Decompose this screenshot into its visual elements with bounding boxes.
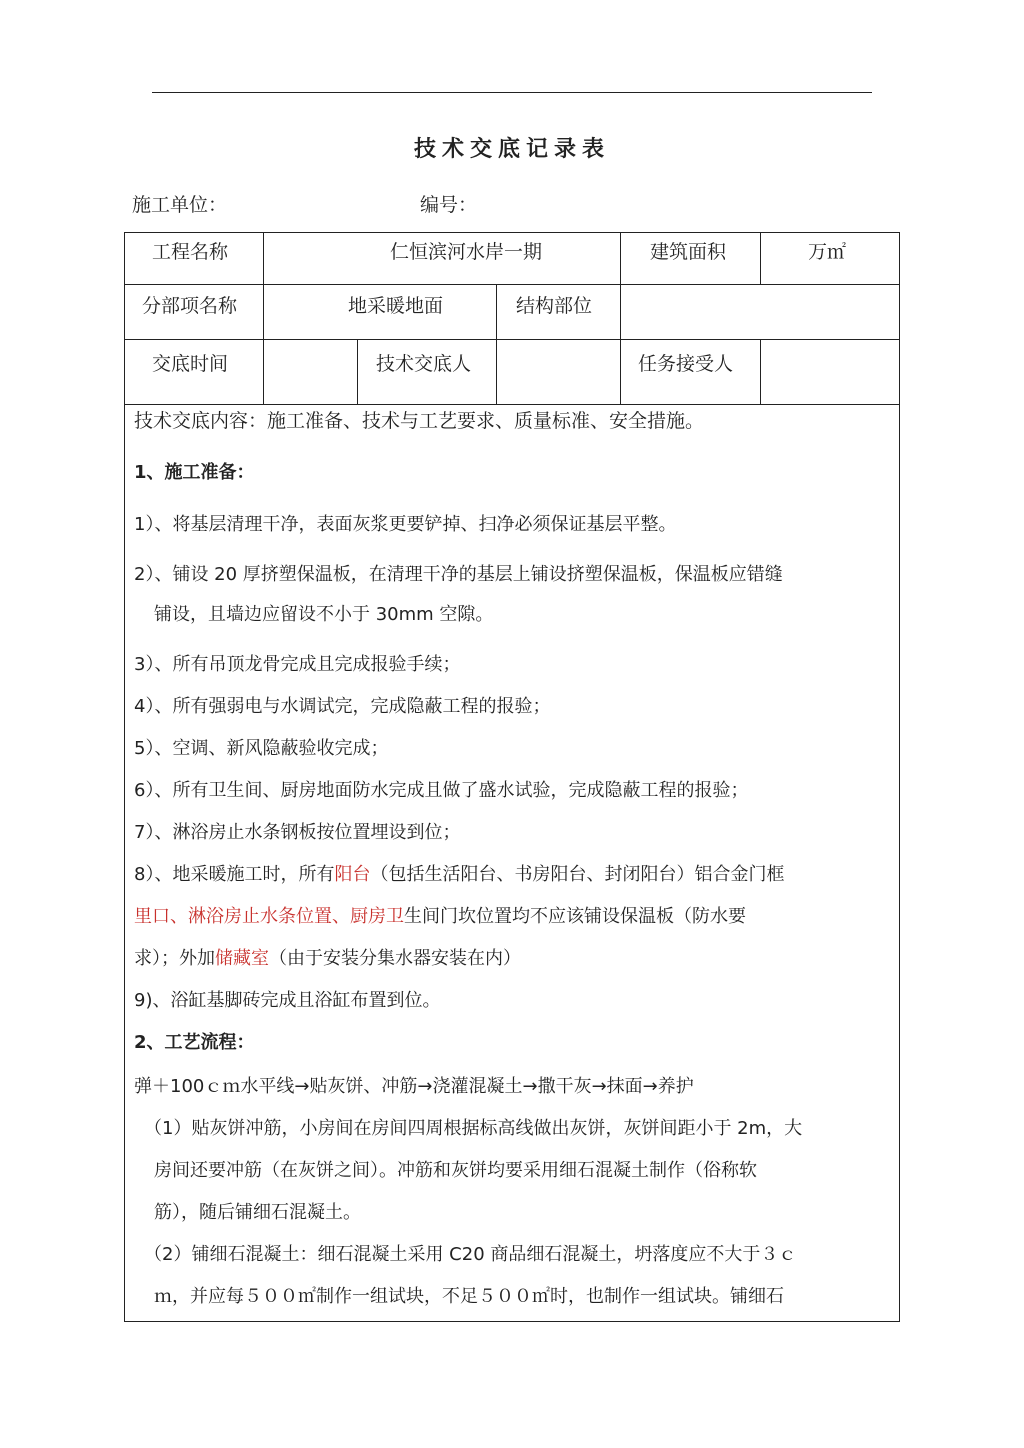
step-1-line-2: 房间还要冲筋（在灰饼之间）。冲筋和灰饼均要采用细石混凝土制作（俗称软 (154, 1160, 757, 1181)
column-divider (620, 284, 621, 339)
step-2-line-1: （2）铺细石混凝土：细石混凝土采用 C20 商品细石混凝土，坍落度应不大于３ｃ (144, 1244, 797, 1265)
prep-item-1: 1）、将基层清理干净，表面灰浆更要铲掉、扫净必须保证基层平整。 (134, 514, 677, 535)
column-divider (620, 339, 621, 404)
prep-item-8-text: 求）；外加 (134, 948, 215, 969)
column-divider (760, 232, 761, 284)
content-intro: 技术交底内容：施工准备、技术与工艺要求、质量标准、安全措施。 (134, 410, 705, 432)
step-1-line-3: 筋），随后铺细石混凝土。 (154, 1202, 361, 1223)
construction-unit-label: 施工单位： (132, 194, 228, 216)
task-receiver-label: 任务接受人 (638, 353, 734, 375)
prep-item-8-text: （由于安装分集水器安装在内） (269, 948, 521, 969)
handover-time-label: 交底时间 (152, 353, 229, 375)
building-area-unit: 万㎡ (808, 241, 847, 263)
step-2-line-2: ｍ，并应每５００㎡制作一组试块，不足５００㎡时，也制作一组试块。铺细石 (154, 1286, 784, 1307)
row-divider (124, 339, 900, 340)
prep-item-2-line-2: 铺设，且墙边应留设不小于 30mm 空隙。 (154, 604, 494, 625)
row-divider (124, 284, 900, 285)
column-divider (357, 339, 358, 404)
prep-item-8-highlight: 阳台 (334, 864, 371, 885)
project-name-label: 工程名称 (152, 241, 229, 263)
row-divider (124, 404, 900, 405)
subitem-name-value: 地采暖地面 (348, 295, 444, 317)
prep-item-8-line-3 (134, 944, 521, 970)
process-flow: 弹＋100ｃｍ水平线→贴灰饼、冲筋→浇灌混凝土→撒干灰→抹面→养护 (134, 1076, 694, 1097)
column-divider (620, 232, 621, 284)
prep-item-5: 5）、空调、新风隐蔽验收完成； (134, 738, 389, 759)
prep-item-7: 7）、淋浴房止水条钢板按位置埋设到位； (134, 822, 461, 843)
section-heading-process: 2、工艺流程： (134, 1032, 255, 1053)
building-area-label: 建筑面积 (650, 241, 727, 263)
column-divider (496, 284, 497, 404)
prep-item-8-highlight: 里口、淋浴房止水条位置、厨房卫 (134, 906, 404, 927)
subitem-name-label: 分部项名称 (142, 295, 238, 317)
section-heading-preparation: 1、施工准备： (134, 462, 255, 483)
prep-item-6: 6）、所有卫生间、厨房地面防水完成且做了盛水试验，完成隐蔽工程的报验； (134, 780, 749, 801)
prep-item-4: 4）、所有强弱电与水调试完，完成隐蔽工程的报验； (134, 696, 551, 717)
prep-item-8-highlight: 储藏室 (215, 948, 269, 969)
column-divider (760, 339, 761, 404)
prep-item-8-line-2 (134, 902, 746, 928)
prep-item-9: 9)、浴缸基脚砖完成且浴缸布置到位。 (134, 990, 441, 1011)
prep-item-2-line-1: 2）、铺设 20 厚挤塑保温板，在清理干净的基层上铺设挤塑保温板，保温板应错缝 (134, 564, 783, 585)
tech-briefer-label: 技术交底人 (376, 353, 472, 375)
document-title: 技术交底记录表 (413, 137, 610, 162)
project-name-value: 仁恒滨河水岸一期 (390, 241, 543, 263)
header-rule (152, 92, 872, 93)
structure-part-label: 结构部位 (516, 295, 593, 317)
prep-item-8-text: 生间门坎位置均不应该铺设保温板（防水要 (404, 906, 746, 927)
document-number-label: 编号： (420, 194, 478, 216)
prep-item-3: 3）、所有吊顶龙骨完成且完成报验手续； (134, 654, 461, 675)
column-divider (263, 232, 264, 404)
prep-item-8-text: 8）、地采暖施工时，所有 (134, 864, 335, 885)
step-1-line-1: （1）贴灰饼冲筋，小房间在房间四周根据标高线做出灰饼，灰饼间距小于 2m，大 (144, 1118, 803, 1139)
prep-item-8-text: （包括生活阳台、书房阳台、封闭阳台）铝合金门框 (370, 864, 785, 885)
prep-item-8-line-1 (134, 860, 784, 886)
